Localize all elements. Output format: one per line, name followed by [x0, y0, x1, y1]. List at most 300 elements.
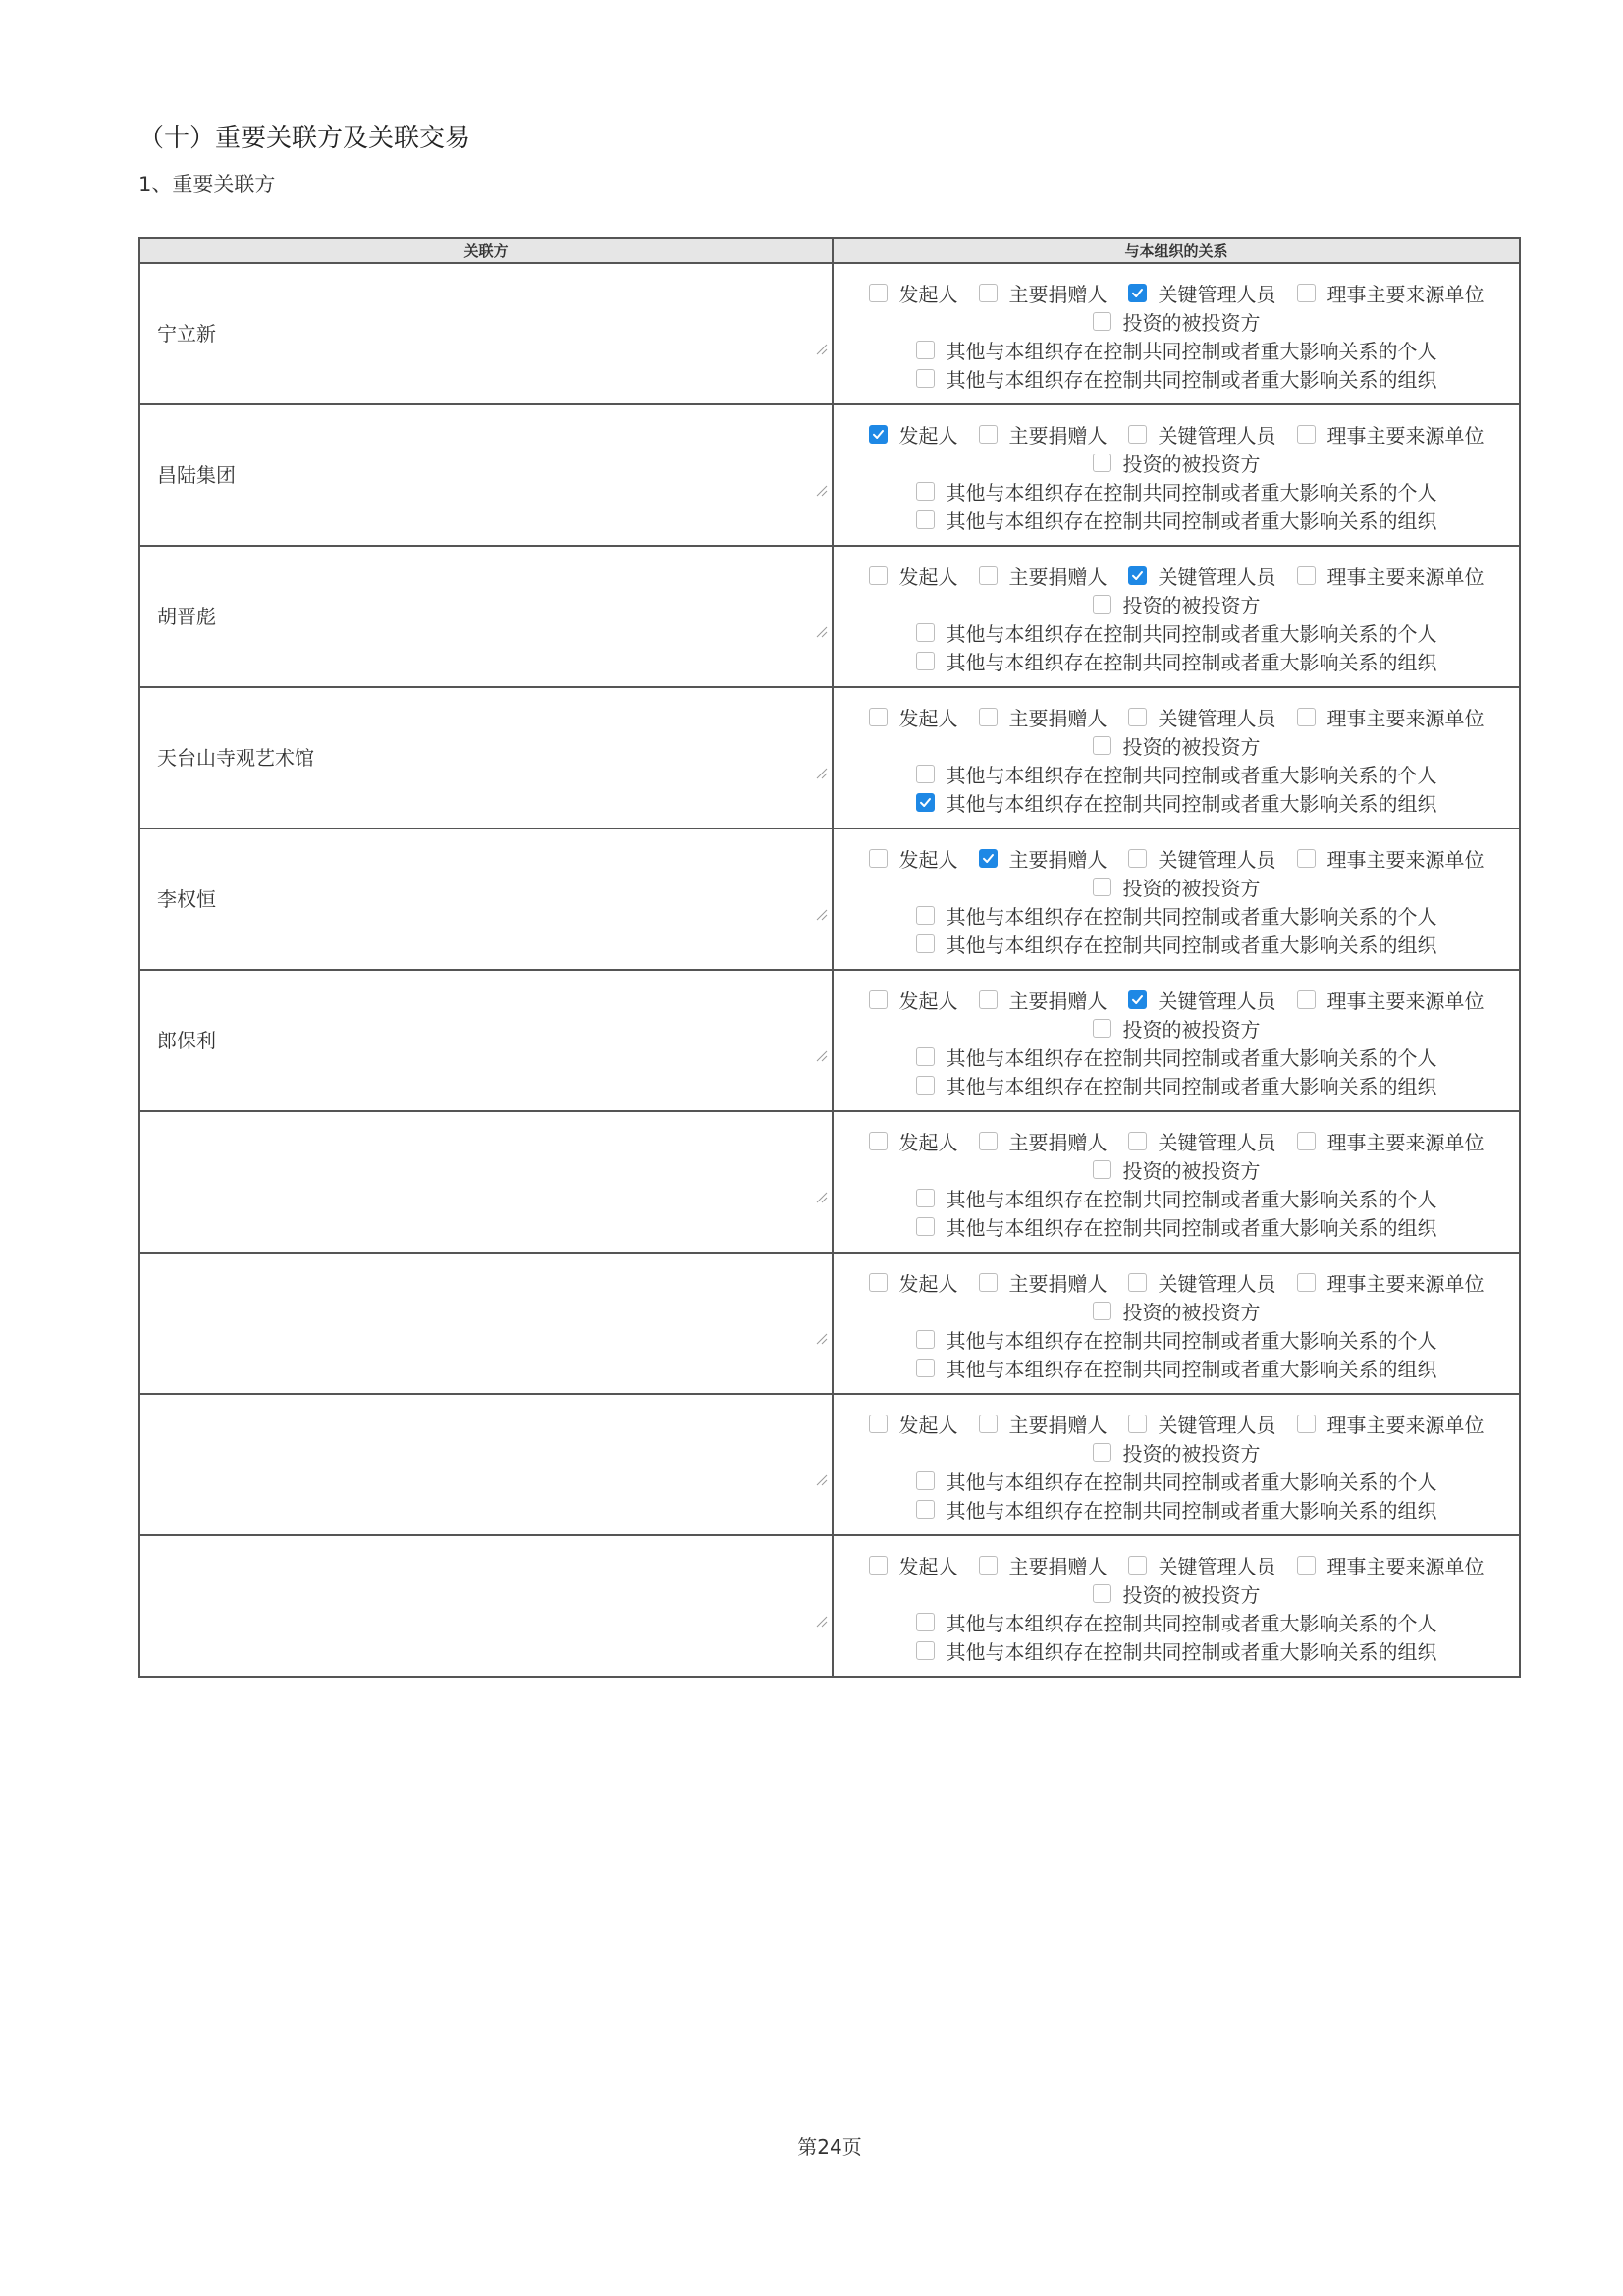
option-label: 其他与本组织存在控制共同控制或者重大影响关系的个人	[946, 905, 1437, 929]
option-label: 关键管理人员	[1158, 1131, 1276, 1154]
table-header-row	[139, 238, 1520, 263]
related-party-textarea[interactable]	[140, 688, 832, 828]
checkbox-major-donor[interactable]	[979, 1273, 998, 1292]
option-label: 投资的被投资方	[1122, 594, 1261, 617]
relationship-cell	[833, 404, 1520, 546]
checkbox-investee[interactable]	[1093, 1160, 1111, 1179]
option-line	[916, 1042, 1437, 1071]
checkbox-key-management[interactable]	[1128, 1273, 1147, 1292]
relationship-options	[834, 547, 1519, 675]
option-label: 其他与本组织存在控制共同控制或者重大影响关系的组织	[946, 651, 1437, 674]
option-label: 理事主要来源单位	[1326, 989, 1485, 1013]
checkbox-other-individual[interactable]	[916, 623, 935, 642]
checkbox-key-management[interactable]	[1128, 1132, 1147, 1150]
option-label: 其他与本组织存在控制共同控制或者重大影响关系的组织	[946, 1216, 1437, 1240]
option-label: 发起人	[898, 707, 958, 730]
option-label: 投资的被投资方	[1122, 311, 1261, 335]
option-founder[interactable]	[869, 986, 958, 1014]
checkbox-director-source-unit[interactable]	[1297, 284, 1316, 302]
related-party-textarea[interactable]	[140, 1254, 832, 1393]
checkbox-major-donor[interactable]	[979, 1415, 998, 1433]
option-key-management[interactable]	[1128, 561, 1276, 590]
option-line	[916, 1184, 1437, 1212]
checkbox-other-organization[interactable]	[916, 1217, 935, 1236]
option-major-donor[interactable]	[979, 561, 1108, 590]
option-label: 发起人	[898, 283, 958, 306]
option-label: 发起人	[898, 565, 958, 589]
relationship-cell	[833, 1394, 1520, 1535]
checkbox-major-donor[interactable]	[979, 1556, 998, 1575]
related-party-cell	[139, 263, 833, 404]
checkbox-other-organization[interactable]	[916, 1076, 935, 1095]
option-founder[interactable]	[869, 561, 958, 590]
option-investee[interactable]	[1093, 1579, 1261, 1608]
subsection-title: 1、重要关联方	[138, 173, 276, 196]
option-other-organization[interactable]	[916, 647, 1437, 675]
checkbox-director-source-unit[interactable]	[1297, 1132, 1316, 1150]
related-party-textarea[interactable]	[140, 1536, 832, 1676]
option-director-source-unit[interactable]	[1297, 844, 1485, 873]
option-label: 其他与本组织存在控制共同控制或者重大影响关系的个人	[946, 764, 1437, 787]
option-line	[869, 844, 1485, 873]
table-row	[139, 1394, 1520, 1535]
checkbox-major-donor[interactable]	[979, 1132, 998, 1150]
option-label: 关键管理人员	[1158, 1272, 1276, 1296]
option-label: 发起人	[898, 989, 958, 1013]
table-row	[139, 1535, 1520, 1677]
checkbox-key-management[interactable]	[1128, 1556, 1147, 1575]
option-investee[interactable]	[1093, 1438, 1261, 1467]
option-label: 主要捐赠人	[1008, 565, 1108, 589]
related-party-textarea[interactable]	[140, 405, 832, 545]
option-label: 其他与本组织存在控制共同控制或者重大影响关系的组织	[946, 1640, 1437, 1664]
option-label: 关键管理人员	[1158, 565, 1276, 589]
option-label: 理事主要来源单位	[1326, 1272, 1485, 1296]
option-label: 发起人	[898, 1555, 958, 1578]
checkbox-investee[interactable]	[1093, 1302, 1111, 1320]
option-label: 其他与本组织存在控制共同控制或者重大影响关系的个人	[946, 1612, 1437, 1635]
option-founder[interactable]	[869, 1127, 958, 1155]
option-label: 投资的被投资方	[1122, 877, 1261, 900]
check-icon	[1131, 569, 1144, 582]
option-line	[916, 901, 1437, 930]
checkbox-major-donor[interactable]	[979, 849, 998, 868]
option-label: 理事主要来源单位	[1326, 283, 1485, 306]
option-label: 投资的被投资方	[1122, 1018, 1261, 1041]
checkbox-major-donor[interactable]	[979, 566, 998, 585]
option-line	[1093, 873, 1261, 901]
option-label: 主要捐赠人	[1008, 1272, 1108, 1296]
option-line	[1093, 449, 1261, 477]
option-line	[1093, 590, 1261, 618]
relationship-options	[834, 1112, 1519, 1241]
related-party-name: 宁立新	[157, 322, 216, 346]
checkbox-other-organization[interactable]	[916, 652, 935, 670]
option-investee[interactable]	[1093, 873, 1261, 901]
option-investee[interactable]	[1093, 1155, 1261, 1184]
option-investee[interactable]	[1093, 731, 1261, 760]
option-label: 理事主要来源单位	[1326, 1555, 1485, 1578]
option-label: 主要捐赠人	[1008, 848, 1108, 872]
option-founder[interactable]	[869, 1551, 958, 1579]
option-other-organization[interactable]	[916, 1354, 1437, 1382]
option-label: 发起人	[898, 848, 958, 872]
option-key-management[interactable]	[1128, 1268, 1276, 1297]
option-founder[interactable]	[869, 844, 958, 873]
option-label: 其他与本组织存在控制共同控制或者重大影响关系的组织	[946, 934, 1437, 957]
option-line	[916, 1636, 1437, 1665]
option-director-source-unit[interactable]	[1297, 1551, 1485, 1579]
option-key-management[interactable]	[1128, 420, 1276, 449]
option-major-donor[interactable]	[979, 703, 1108, 731]
checkbox-other-organization[interactable]	[916, 369, 935, 388]
option-major-donor[interactable]	[979, 1127, 1108, 1155]
checkbox-director-source-unit[interactable]	[1297, 1415, 1316, 1433]
relationship-options	[834, 1395, 1519, 1523]
checkbox-key-management[interactable]	[1128, 1415, 1147, 1433]
option-label: 关键管理人员	[1158, 283, 1276, 306]
resize-grip-icon[interactable]	[814, 341, 828, 354]
option-major-donor[interactable]	[979, 1410, 1108, 1438]
checkbox-key-management[interactable]	[1128, 708, 1147, 726]
option-key-management[interactable]	[1128, 703, 1276, 731]
related-parties-table	[138, 237, 1521, 1678]
checkbox-director-source-unit[interactable]	[1297, 425, 1316, 444]
checkbox-investee[interactable]	[1093, 595, 1111, 614]
checkbox-other-organization[interactable]	[916, 1500, 935, 1519]
option-other-organization[interactable]	[916, 1212, 1437, 1241]
related-party-cell	[139, 546, 833, 687]
table-row	[139, 546, 1520, 687]
option-other-individual[interactable]	[916, 901, 1437, 930]
related-party-cell	[139, 687, 833, 828]
checkbox-founder[interactable]	[869, 849, 888, 868]
option-label: 主要捐赠人	[1008, 1414, 1108, 1437]
option-other-individual[interactable]	[916, 1467, 1437, 1495]
option-other-organization[interactable]	[916, 1636, 1437, 1665]
option-founder[interactable]	[869, 703, 958, 731]
checkbox-other-individual[interactable]	[916, 906, 935, 925]
page-number: 第24页	[797, 2135, 862, 2159]
option-label: 发起人	[898, 1414, 958, 1437]
option-label: 主要捐赠人	[1008, 707, 1108, 730]
option-label: 理事主要来源单位	[1326, 1414, 1485, 1437]
related-party-textarea[interactable]	[140, 264, 832, 403]
related-party-name: 天台山寺观艺术馆	[157, 746, 314, 770]
checkbox-other-individual[interactable]	[916, 765, 935, 783]
option-label: 主要捐赠人	[1008, 1131, 1108, 1154]
checkbox-other-organization[interactable]	[916, 510, 935, 529]
option-investee[interactable]	[1093, 307, 1261, 336]
option-key-management[interactable]	[1128, 1551, 1276, 1579]
option-key-management[interactable]	[1128, 1127, 1276, 1155]
option-label: 理事主要来源单位	[1326, 1131, 1485, 1154]
checkbox-investee[interactable]	[1093, 1443, 1111, 1462]
option-label: 其他与本组织存在控制共同控制或者重大影响关系的组织	[946, 1358, 1437, 1381]
option-label: 其他与本组织存在控制共同控制或者重大影响关系的个人	[946, 1046, 1437, 1070]
section-title: （十）重要关联方及关联交易	[138, 124, 471, 153]
checkbox-other-organization[interactable]	[916, 1359, 935, 1377]
option-major-donor[interactable]	[979, 844, 1108, 873]
option-label: 其他与本组织存在控制共同控制或者重大影响关系的组织	[946, 1075, 1437, 1098]
related-party-name: 李权恒	[157, 887, 216, 911]
option-director-source-unit[interactable]	[1297, 703, 1485, 731]
checkbox-other-individual[interactable]	[916, 341, 935, 359]
option-line	[1093, 1155, 1261, 1184]
checkbox-key-management[interactable]	[1128, 284, 1147, 302]
option-key-management[interactable]	[1128, 279, 1276, 307]
option-director-source-unit[interactable]	[1297, 279, 1485, 307]
table-body	[139, 263, 1520, 1677]
option-label: 其他与本组织存在控制共同控制或者重大影响关系的组织	[946, 1499, 1437, 1522]
checkbox-founder[interactable]	[869, 566, 888, 585]
option-line	[869, 279, 1485, 307]
related-party-textarea[interactable]	[140, 547, 832, 686]
option-line	[1093, 731, 1261, 760]
checkbox-other-individual[interactable]	[916, 1047, 935, 1066]
checkbox-investee[interactable]	[1093, 736, 1111, 755]
option-other-organization[interactable]	[916, 506, 1437, 534]
checkbox-other-organization[interactable]	[916, 793, 935, 812]
option-major-donor[interactable]	[979, 1268, 1108, 1297]
relationship-cell	[833, 687, 1520, 828]
resize-grip-icon[interactable]	[814, 482, 828, 496]
option-line	[1093, 1579, 1261, 1608]
option-other-organization[interactable]	[916, 1071, 1437, 1099]
option-other-organization[interactable]	[916, 364, 1437, 393]
checkbox-other-individual[interactable]	[916, 1613, 935, 1631]
checkbox-key-management[interactable]	[1128, 990, 1147, 1009]
option-director-source-unit[interactable]	[1297, 1410, 1485, 1438]
table-row	[139, 970, 1520, 1111]
related-party-cell	[139, 1111, 833, 1253]
resize-grip-icon[interactable]	[814, 1330, 828, 1344]
option-line	[869, 703, 1485, 731]
option-key-management[interactable]	[1128, 844, 1276, 873]
option-line	[869, 1410, 1485, 1438]
option-line	[916, 788, 1437, 817]
option-label: 投资的被投资方	[1122, 735, 1261, 759]
option-line	[916, 1071, 1437, 1099]
option-line	[916, 364, 1437, 393]
option-director-source-unit[interactable]	[1297, 420, 1485, 449]
checkbox-other-individual[interactable]	[916, 1189, 935, 1207]
checkbox-investee[interactable]	[1093, 312, 1111, 331]
resize-grip-icon[interactable]	[814, 1613, 828, 1627]
related-party-cell	[139, 970, 833, 1111]
option-line	[869, 1551, 1485, 1579]
option-label: 投资的被投资方	[1122, 1159, 1261, 1183]
checkbox-founder[interactable]	[869, 425, 888, 444]
checkbox-director-source-unit[interactable]	[1297, 849, 1316, 868]
table-row	[139, 828, 1520, 970]
resize-grip-icon[interactable]	[814, 1471, 828, 1485]
option-other-individual[interactable]	[916, 618, 1437, 647]
relationship-cell	[833, 970, 1520, 1111]
option-label: 发起人	[898, 1272, 958, 1296]
checkbox-founder[interactable]	[869, 1556, 888, 1575]
option-label: 关键管理人员	[1158, 989, 1276, 1013]
option-other-organization[interactable]	[916, 930, 1437, 958]
option-founder[interactable]	[869, 1268, 958, 1297]
relationship-cell	[833, 1253, 1520, 1394]
option-line	[1093, 1014, 1261, 1042]
relationship-options	[834, 1254, 1519, 1382]
option-investee[interactable]	[1093, 590, 1261, 618]
option-line	[916, 1325, 1437, 1354]
option-line	[916, 1495, 1437, 1523]
checkbox-major-donor[interactable]	[979, 990, 998, 1009]
option-line	[916, 930, 1437, 958]
option-label: 关键管理人员	[1158, 848, 1276, 872]
option-other-individual[interactable]	[916, 1042, 1437, 1071]
table-row	[139, 404, 1520, 546]
option-other-organization[interactable]	[916, 788, 1437, 817]
option-director-source-unit[interactable]	[1297, 1268, 1485, 1297]
checkbox-other-individual[interactable]	[916, 1330, 935, 1349]
checkbox-founder[interactable]	[869, 990, 888, 1009]
check-icon	[1131, 993, 1144, 1006]
checkbox-founder[interactable]	[869, 708, 888, 726]
relationship-options	[834, 1536, 1519, 1665]
option-investee[interactable]	[1093, 1014, 1261, 1042]
resize-grip-icon[interactable]	[814, 623, 828, 637]
header-relationship: 与本组织的关系	[833, 238, 1520, 263]
relationship-options	[834, 971, 1519, 1099]
checkbox-other-organization[interactable]	[916, 1641, 935, 1660]
option-major-donor[interactable]	[979, 1551, 1108, 1579]
option-director-source-unit[interactable]	[1297, 561, 1485, 590]
related-party-name: 昌陆集团	[157, 463, 236, 487]
option-label: 主要捐赠人	[1008, 283, 1108, 306]
checkbox-investee[interactable]	[1093, 454, 1111, 472]
checkbox-key-management[interactable]	[1128, 849, 1147, 868]
option-line	[916, 760, 1437, 788]
option-label: 主要捐赠人	[1008, 424, 1108, 448]
table-row	[139, 1111, 1520, 1253]
checkbox-director-source-unit[interactable]	[1297, 566, 1316, 585]
option-other-organization[interactable]	[916, 1495, 1437, 1523]
relationship-options	[834, 829, 1519, 958]
checkbox-founder[interactable]	[869, 1273, 888, 1292]
checkbox-key-management[interactable]	[1128, 425, 1147, 444]
option-label: 其他与本组织存在控制共同控制或者重大影响关系的组织	[946, 368, 1437, 392]
checkbox-director-source-unit[interactable]	[1297, 990, 1316, 1009]
option-line	[1093, 1438, 1261, 1467]
option-major-donor[interactable]	[979, 986, 1108, 1014]
option-label: 发起人	[898, 424, 958, 448]
option-investee[interactable]	[1093, 1297, 1261, 1325]
option-other-individual[interactable]	[916, 477, 1437, 506]
related-party-textarea[interactable]	[140, 1395, 832, 1534]
table-row	[139, 1253, 1520, 1394]
option-label: 主要捐赠人	[1008, 989, 1108, 1013]
option-other-individual[interactable]	[916, 336, 1437, 364]
option-key-management[interactable]	[1128, 986, 1276, 1014]
checkbox-major-donor[interactable]	[979, 284, 998, 302]
checkbox-key-management[interactable]	[1128, 566, 1147, 585]
option-line	[869, 986, 1485, 1014]
checkbox-major-donor[interactable]	[979, 425, 998, 444]
option-founder[interactable]	[869, 1410, 958, 1438]
option-label: 其他与本组织存在控制共同控制或者重大影响关系的个人	[946, 340, 1437, 363]
related-party-cell	[139, 1253, 833, 1394]
check-icon	[1131, 287, 1144, 299]
option-other-individual[interactable]	[916, 1184, 1437, 1212]
option-line	[916, 618, 1437, 647]
option-label: 关键管理人员	[1158, 424, 1276, 448]
checkbox-director-source-unit[interactable]	[1297, 708, 1316, 726]
option-label: 投资的被投资方	[1122, 1301, 1261, 1324]
checkbox-director-source-unit[interactable]	[1297, 1556, 1316, 1575]
related-party-textarea[interactable]	[140, 829, 832, 969]
option-label: 其他与本组织存在控制共同控制或者重大影响关系的个人	[946, 1188, 1437, 1211]
checkbox-founder[interactable]	[869, 284, 888, 302]
checkbox-major-donor[interactable]	[979, 708, 998, 726]
related-party-name: 胡晋彪	[157, 605, 216, 628]
option-director-source-unit[interactable]	[1297, 986, 1485, 1014]
option-other-individual[interactable]	[916, 760, 1437, 788]
related-party-name: 郎保利	[157, 1029, 216, 1052]
option-label: 投资的被投资方	[1122, 1583, 1261, 1607]
option-label: 关键管理人员	[1158, 1555, 1276, 1578]
option-label: 理事主要来源单位	[1326, 707, 1485, 730]
option-founder[interactable]	[869, 279, 958, 307]
relationship-options	[834, 405, 1519, 534]
checkbox-investee[interactable]	[1093, 1019, 1111, 1038]
relationship-cell	[833, 546, 1520, 687]
option-line	[869, 561, 1485, 590]
option-label: 其他与本组织存在控制共同控制或者重大影响关系的个人	[946, 481, 1437, 505]
related-party-textarea[interactable]	[140, 1112, 832, 1252]
option-label: 其他与本组织存在控制共同控制或者重大影响关系的组织	[946, 509, 1437, 533]
option-line	[869, 1268, 1485, 1297]
header-related-party: 关联方	[139, 238, 833, 263]
option-key-management[interactable]	[1128, 1410, 1276, 1438]
option-line	[916, 1467, 1437, 1495]
option-label: 发起人	[898, 1131, 958, 1154]
relationship-cell	[833, 1535, 1520, 1677]
checkbox-director-source-unit[interactable]	[1297, 1273, 1316, 1292]
option-director-source-unit[interactable]	[1297, 1127, 1485, 1155]
option-major-donor[interactable]	[979, 279, 1108, 307]
option-label: 理事主要来源单位	[1326, 848, 1485, 872]
option-line	[1093, 1297, 1261, 1325]
checkbox-investee[interactable]	[1093, 1584, 1111, 1603]
option-label: 其他与本组织存在控制共同控制或者重大影响关系的个人	[946, 622, 1437, 646]
relationship-cell	[833, 263, 1520, 404]
related-party-textarea[interactable]	[140, 971, 832, 1110]
resize-grip-icon[interactable]	[814, 1189, 828, 1202]
checkbox-founder[interactable]	[869, 1132, 888, 1150]
resize-grip-icon[interactable]	[814, 1047, 828, 1061]
option-major-donor[interactable]	[979, 420, 1108, 449]
checkbox-investee[interactable]	[1093, 878, 1111, 896]
resize-grip-icon[interactable]	[814, 765, 828, 778]
option-other-individual[interactable]	[916, 1608, 1437, 1636]
option-label: 理事主要来源单位	[1326, 565, 1485, 589]
option-label: 其他与本组织存在控制共同控制或者重大影响关系的组织	[946, 792, 1437, 816]
option-founder[interactable]	[869, 420, 958, 449]
resize-grip-icon[interactable]	[814, 906, 828, 920]
checkbox-other-individual[interactable]	[916, 482, 935, 501]
checkbox-founder[interactable]	[869, 1415, 888, 1433]
option-investee[interactable]	[1093, 449, 1261, 477]
checkbox-other-organization[interactable]	[916, 934, 935, 953]
option-other-individual[interactable]	[916, 1325, 1437, 1354]
option-label: 投资的被投资方	[1122, 1442, 1261, 1466]
checkbox-other-individual[interactable]	[916, 1471, 935, 1490]
